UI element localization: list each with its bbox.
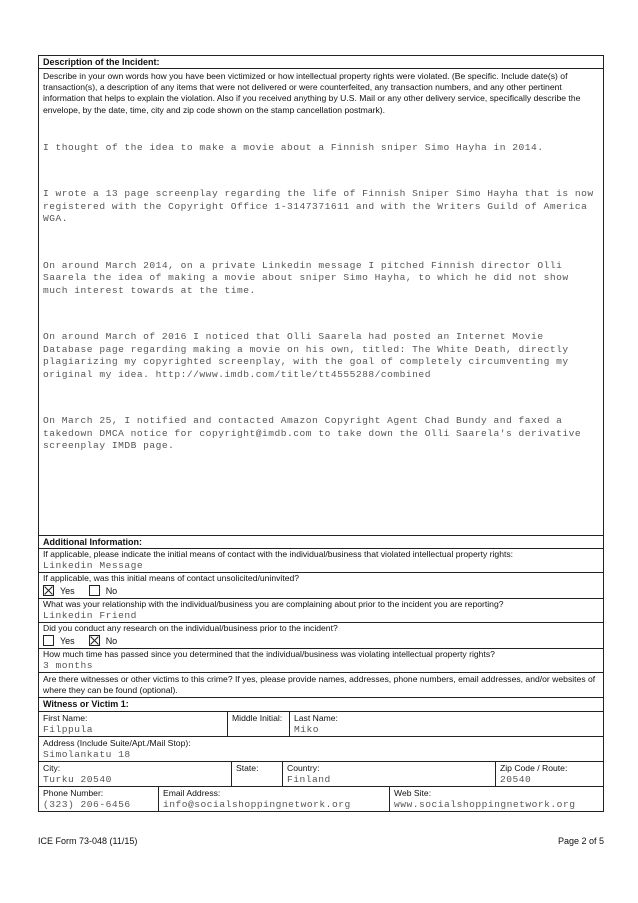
page-number: Page 2 of 5 — [557, 836, 604, 846]
unsolicited-row — [39, 573, 603, 599]
witness-contact-row — [39, 787, 603, 811]
research-no-label: No — [105, 635, 118, 646]
city-label: City: — [43, 763, 61, 773]
email-cell — [159, 787, 390, 811]
research-row — [39, 623, 603, 649]
unsolicited-no-label: No — [105, 585, 118, 596]
middle-initial-label: Middle Initial: — [232, 713, 283, 723]
email-field[interactable]: info@socialshoppingnetwork.org — [163, 799, 351, 810]
witness-header: Witness or Victim 1: — [43, 699, 129, 709]
address-field[interactable]: Simolankatu 18 — [43, 749, 131, 760]
initial-contact-row — [39, 549, 603, 573]
time-passed-row — [39, 649, 603, 673]
zip-cell — [496, 762, 603, 786]
relationship-row — [39, 599, 603, 623]
unsolicited-yes-checkbox[interactable] — [43, 585, 54, 596]
website-field[interactable]: www.socialshoppingnetwork.org — [394, 799, 576, 810]
last-name-field[interactable]: Miko — [294, 724, 320, 735]
last-name-label: Last Name: — [294, 713, 338, 723]
first-name-cell — [39, 712, 228, 736]
state-cell — [232, 762, 283, 786]
incident-paragraph: I wrote a 13 page screenplay regarding the life of Finnish Sniper Simo Hayha that is now registered with the Copyright Office 1-3147371611 and with the Writers Guild of America WGA. — [43, 188, 600, 225]
first-name-label: First Name: — [43, 713, 88, 723]
witness-address-row — [39, 737, 603, 762]
phone-field[interactable]: (323) 206-6456 — [43, 799, 131, 810]
incident-section — [39, 69, 603, 536]
initial-contact-answer[interactable]: Linkedin Message — [43, 560, 144, 571]
country-label: Country: — [287, 763, 320, 773]
zip-label: Zip Code / Route: — [500, 763, 568, 773]
middle-initial-cell — [228, 712, 290, 736]
research-options — [39, 634, 603, 648]
form-id: ICE Form 73-048 (11/15) — [38, 836, 138, 846]
incident-paragraph: On around March of 2016 I noticed that Olli Saarela had posted an Internet Movie Database page regarding making a movie on his own, titled: The White Death, directly plagiarizing my copyrighted screenplay, with the goal of completely circumventing my original my idea. http://www.imdb.com/title/tt4555288/combined — [43, 331, 575, 380]
website-label: Web Site: — [394, 788, 432, 798]
additional-info-header: Additional Information: — [39, 536, 603, 549]
city-cell — [39, 762, 232, 786]
time-passed-question: How much time has passed since you determined that the individual/business was violating intellectual property rights? — [43, 649, 495, 659]
first-name-field[interactable]: Filppula — [43, 724, 94, 735]
relationship-question: What was your relationship with the individual/business you are complaining about prior to the incident you are reporting? — [43, 599, 504, 609]
middle-initial-field[interactable] — [228, 724, 289, 736]
phone-cell — [39, 787, 159, 811]
incident-paragraph: I thought of the idea to make a movie about a Finnish sniper Simo Hayha in 2014. — [43, 141, 544, 153]
unsolicited-options — [39, 584, 603, 598]
unsolicited-no-checkbox[interactable] — [89, 585, 100, 596]
witness-header-row — [39, 698, 603, 712]
country-cell — [283, 762, 496, 786]
witness-location-row — [39, 762, 603, 787]
state-label: State: — [236, 763, 259, 773]
incident-description-field[interactable] — [39, 117, 603, 487]
research-yes-label: Yes — [60, 635, 75, 646]
city-field[interactable]: Turku 20540 — [43, 774, 112, 785]
witness-name-row — [39, 712, 603, 737]
research-yes-checkbox[interactable] — [43, 635, 54, 646]
incident-header: Description of the Incident: — [39, 56, 603, 69]
incident-instructions: Describe in your own words how you have been victimized or how intellectual property rights were violated. (Be specific. Include date(s) of transaction(s), a description of any items that were not delivered or were counterfeited, any transaction numbers, and any other pertinent information that helps to explain the violation. Also if you received anything by U.S. Mail or any other delivery service, specifically describe the envelope, by the date, time, city and zip code shown on the stamp cancellation postmark). — [43, 71, 581, 115]
time-passed-answer[interactable]: 3 months — [43, 660, 94, 671]
relationship-answer[interactable]: Linkedin Friend — [43, 610, 137, 621]
country-field[interactable]: Finland — [287, 774, 331, 785]
research-no-checkbox[interactable] — [89, 635, 100, 646]
address-label: Address (Include Suite/Apt./Mail Stop): — [43, 738, 191, 748]
incident-paragraph: On around March 2014, on a private Linkedin message I pitched Finnish director Olli Saarela the idea of making a movie about sniper Simo Hayha, to which he did not show much interest towards at the time. — [43, 259, 575, 296]
initial-contact-question: If applicable, please indicate the initial means of contact with the individual/business that violated intellectual property rights: — [43, 549, 514, 559]
phone-label: Phone Number: — [43, 788, 104, 798]
state-field[interactable] — [232, 774, 282, 786]
complaint-form — [38, 55, 604, 812]
incident-paragraph: On March 25, I notified and contacted Amazon Copyright Agent Chad Bundy and faxed a takedown DMCA notice for copyright@imdb.com to take down the Olli Saarela's derivative screenplay IMDB page. — [43, 415, 588, 452]
website-cell — [390, 787, 603, 811]
unsolicited-yes-label: Yes — [60, 585, 75, 596]
witnesses-row — [39, 673, 603, 698]
research-question: Did you conduct any research on the individual/business prior to the incident? — [43, 623, 338, 633]
unsolicited-question: If applicable, was this initial means of contact unsolicited/uninvited? — [43, 573, 300, 583]
last-name-cell — [290, 712, 603, 736]
witnesses-question: Are there witnesses or other victims to this crime? If yes, please provide names, addresses, phone numbers, email addresses, and/or websites of where they can be found (optional). — [43, 674, 596, 695]
zip-field[interactable]: 20540 — [500, 774, 532, 785]
email-label: Email Address: — [163, 788, 221, 798]
